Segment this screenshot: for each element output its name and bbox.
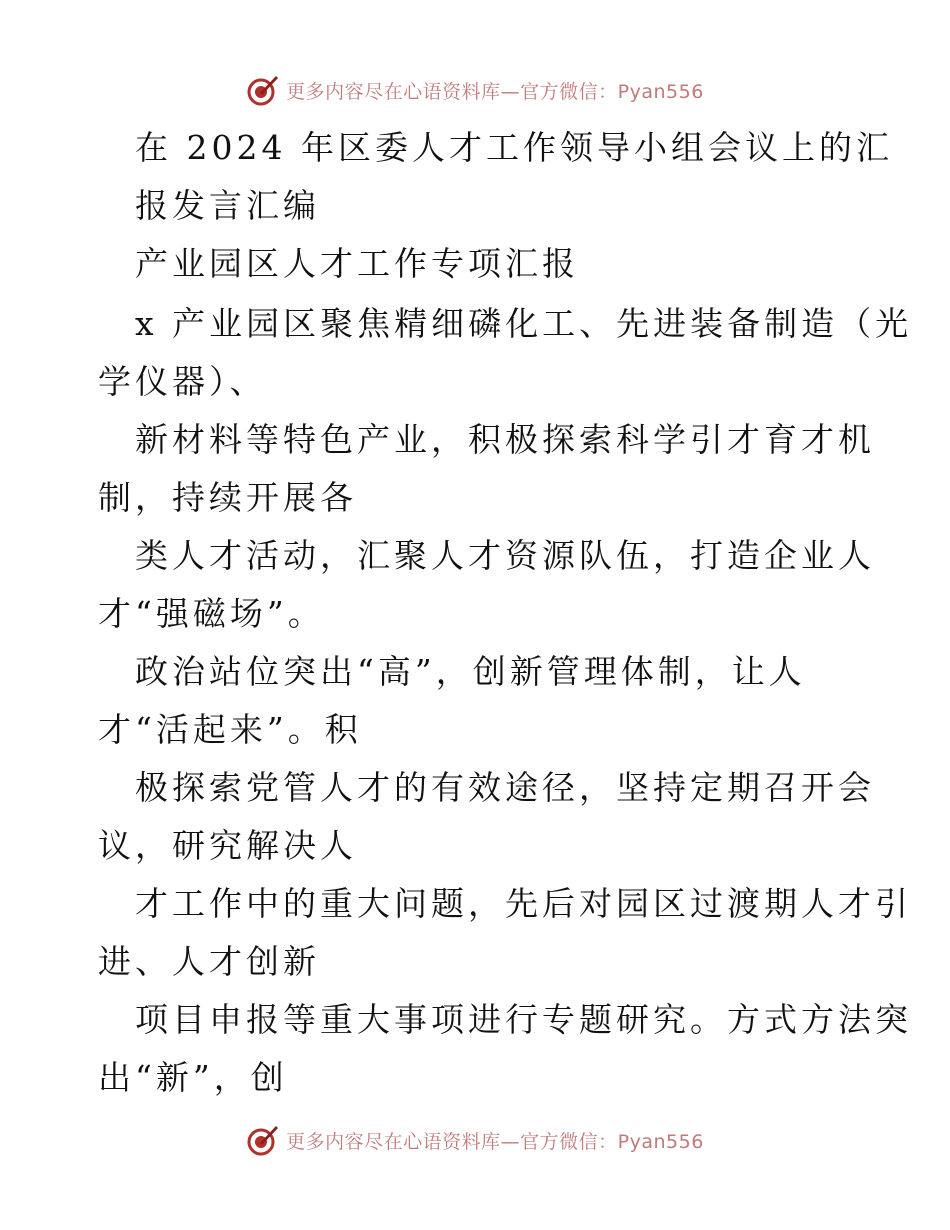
text-line: 学仪器）、 bbox=[98, 362, 267, 401]
text-line: 议，研究解决人 bbox=[98, 826, 357, 865]
text-line: 极探索党管人才的有效途径，坚持定期召开会 bbox=[135, 768, 875, 807]
text-line: 类人才活动，汇聚人才资源队伍，打造企业人 bbox=[135, 536, 875, 575]
text-line: 才工作中的重大问题，先后对园区过渡期人才引 bbox=[135, 884, 912, 923]
text-line: 政治站位突出“高”，创新管理体制，让人 bbox=[135, 652, 806, 691]
text-line: 在 2024 年区委人才工作领导小组会议上的汇 bbox=[135, 128, 893, 167]
quill-pen-logo bbox=[246, 73, 280, 107]
quill-pen-logo bbox=[246, 1123, 280, 1157]
text-line: 进、人才创新 bbox=[98, 942, 320, 981]
text-line: 报发言汇编 bbox=[135, 186, 320, 225]
text-line: 新材料等特色产业，积极探索科学引才育才机 bbox=[135, 420, 875, 459]
text-line: 制，持续开展各 bbox=[98, 478, 357, 517]
watermark-text: 更多内容尽在心语资料库—官方微信：Pyan556 bbox=[286, 1130, 704, 1153]
text-line: 才“强磁场”。 bbox=[98, 594, 325, 633]
text-line: x 产业园区聚焦精细磷化工、先进装备制造（光 bbox=[135, 304, 913, 343]
header-watermark bbox=[0, 70, 950, 110]
text-line: 才“活起来”。积 bbox=[98, 710, 362, 749]
text-line: 出“新”，创 bbox=[98, 1058, 288, 1097]
text-line: 项目申报等重大事项进行专题研究。方式方法突 bbox=[135, 1000, 912, 1039]
text-line: 产业园区人才工作专项汇报 bbox=[135, 244, 579, 283]
footer-watermark bbox=[0, 1120, 950, 1160]
watermark-text: 更多内容尽在心语资料库—官方微信：Pyan556 bbox=[286, 80, 704, 103]
document-body bbox=[0, 118, 950, 1118]
